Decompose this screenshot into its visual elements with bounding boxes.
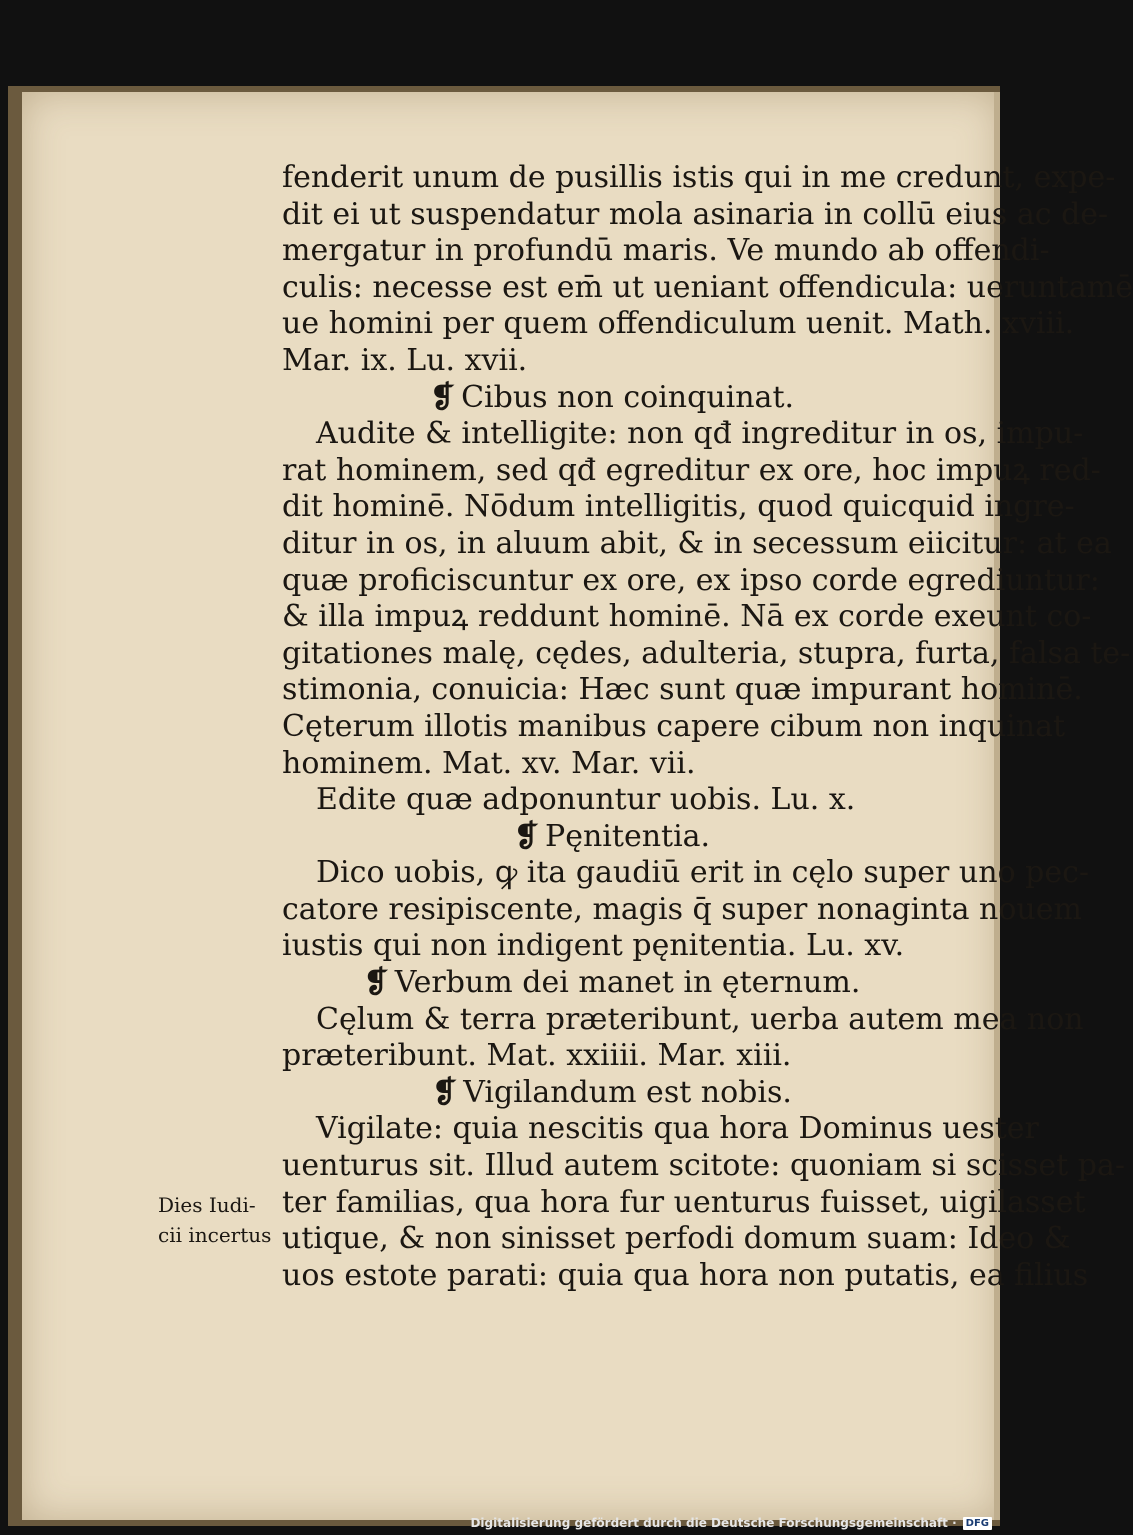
- line-text: stimonia, conuicia: Hæc sunt quæ impurant hominē.: [282, 672, 1083, 708]
- pilcrow-icon: ❡: [432, 1074, 458, 1110]
- pilcrow-icon: ❡: [429, 379, 456, 415]
- line-text: Cibus non coinquinat.: [461, 379, 795, 415]
- line-text: quæ proficiscuntur ex ore, ex ipso corde egrediuntur:: [282, 562, 1100, 598]
- line-text: catore resipiscente, magis q̄ super nonaginta nouem: [282, 891, 1082, 927]
- text-line: [282, 635, 1131, 673]
- text-line: [282, 525, 1112, 563]
- text-line: [282, 708, 1066, 746]
- line-text: hominem. Mat. xv. Mar. vii.: [282, 745, 696, 781]
- text-line: [282, 1184, 1086, 1222]
- text-block: [282, 160, 1133, 1294]
- line-text: & illa impuꝝ reddunt hominē. Nā ex corde exeunt co‑: [282, 599, 1092, 635]
- section-heading: [282, 1075, 942, 1112]
- text-line: [282, 746, 942, 783]
- line-text: dit hominē. Nōdum intelligitis, quod quicquid ingre‑: [282, 489, 1075, 525]
- line-text: mergatur in profundū maris. Ve mundo ab offendi‑: [282, 233, 1050, 269]
- line-text: præteribunt. Mat. xxiiii. Mar. xiii.: [282, 1038, 792, 1074]
- dfg-logo: DFG: [963, 1517, 992, 1530]
- line-text: ditur in os, in aluum abit, & in secessum eiicitur: at ea: [282, 525, 1112, 561]
- margin-note-line: Dies Iudi‑: [158, 1193, 256, 1217]
- text-line: [282, 562, 1100, 600]
- line-text: gitationes malę, cędes, adulteria, stupra, furta, falsa te‑: [282, 635, 1131, 671]
- line-text: uos estote parati: quia qua hora non putatis, ea filius: [282, 1257, 1089, 1293]
- text-line: [282, 489, 1075, 526]
- text-line: [282, 233, 1050, 270]
- text-line: [282, 416, 1084, 453]
- line-text: dit ei ut suspendatur mola asinaria in collū eius ac de‑: [282, 196, 1109, 232]
- line-text: Cęterum illotis manibus capere cibum non inquinat: [282, 708, 1066, 744]
- text-line: [282, 452, 1101, 490]
- text-line: [282, 891, 1082, 929]
- line-text: Cęlum & terra præteribunt, uerba autem mea non: [316, 1001, 1084, 1037]
- line-text: iustis qui non indigent pęnitentia. Lu. xv.: [282, 928, 905, 964]
- section-heading: [282, 819, 942, 856]
- text-line: [282, 1221, 1071, 1258]
- text-line: [282, 1148, 1126, 1185]
- footer: [470, 1516, 992, 1530]
- line-text: Vigilate: quia nescitis qua hora Dominus uester: [316, 1111, 1039, 1147]
- text-line: [282, 343, 942, 380]
- line-text: Verbum dei manet in ęternum.: [394, 965, 861, 1001]
- line-text: Mar. ix. Lu. xvii.: [282, 342, 528, 378]
- text-line: [282, 855, 1090, 892]
- pilcrow-icon: ❡: [513, 818, 540, 854]
- line-text: Vigilandum est nobis.: [463, 1074, 792, 1110]
- line-text: Audite & intelligite: non qđ ingreditur in os, impu‑: [316, 416, 1084, 452]
- text-line: [282, 160, 1116, 197]
- line-text: Pęnitentia.: [545, 818, 711, 854]
- text-line: [282, 306, 1075, 343]
- line-text: Dico uobis, ꝙ ita gaudiū erit in cęlo super uno pec‑: [316, 855, 1090, 891]
- line-text: ter familias, qua hora fur uenturus fuisset, uigilasset: [282, 1184, 1086, 1220]
- section-heading: [282, 965, 942, 1002]
- text-line: [282, 269, 1133, 307]
- margin-note: [158, 1190, 278, 1250]
- text-line: [282, 782, 942, 819]
- section-heading: [282, 380, 942, 417]
- line-text: utique, & non sinisset perfodi domum suam: Ideo &: [282, 1221, 1071, 1257]
- line-text: rat hominem, sed qđ egreditur ex ore, hoc impuꝝ red‑: [282, 452, 1101, 488]
- text-line: [282, 1001, 1084, 1039]
- text-line: [282, 672, 1083, 709]
- line-text: uenturus sit. Illud autem scitote: quoniam si scisset pa‑: [282, 1148, 1126, 1184]
- line-text: Edite quæ adponuntur uobis. Lu. x.: [316, 782, 856, 818]
- margin-note-line: cii incertus: [158, 1223, 272, 1247]
- text-line: [282, 1038, 942, 1075]
- line-text: ue homini per quem offendiculum uenit. Math. xviii.: [282, 306, 1075, 342]
- text-line: [282, 196, 1109, 234]
- line-text: culis: necesse est em̄ ut ueniant offendicula: ueruntamē: [282, 269, 1133, 305]
- text-line: [282, 928, 942, 965]
- footer-credit: Digitalisierung gefördert durch die Deutsche Forschungsgemeinschaft ·: [470, 1516, 957, 1530]
- text-line: [282, 599, 1092, 636]
- text-line: [282, 1257, 1089, 1295]
- text-line: [282, 1111, 1039, 1148]
- pilcrow-icon: ❡: [363, 965, 389, 1001]
- line-text: fenderit unum de pusillis istis qui in me credunt, expe‑: [282, 160, 1116, 195]
